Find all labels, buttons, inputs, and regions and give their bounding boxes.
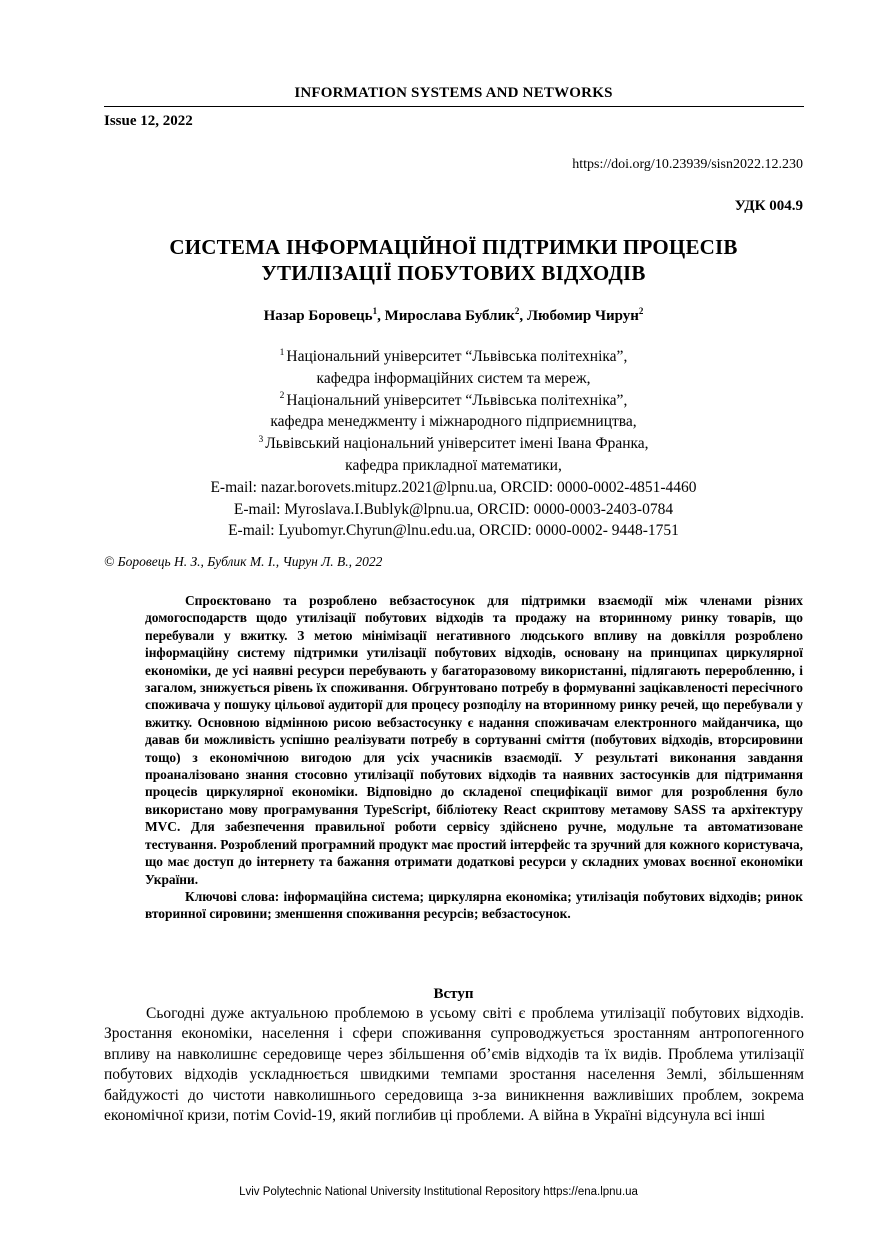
udk-code: УДК 004.9	[734, 198, 803, 214]
author-separator: ,	[519, 308, 527, 324]
affiliation-department: кафедра інформаційних систем та мереж,	[316, 369, 591, 387]
author-separator: ,	[377, 308, 385, 324]
author-name: Мирослава Бублик	[384, 308, 515, 324]
abstract-text: Спроєктовано та розроблено вебзастосунок для підтримки взаємодії між членами різних домогосподарств щодо утилізації побутових відходів та продажу на вторинному ринку товарів, що перебували у вжитку. З метою мінімізації негативного людського впливу на довкілля розроблено інформаційну систему підтримки утилізації побутових відходів, основану на принципах циркулярної економіки, де усі наявні ресурси перебувають у багаторазовому використанні, підлягають переробленню, і загалом, знижується рівень їх споживання. Обгрунтовано потребу в формуванні зацікавленості пересічного споживача у пошуку цільової аудиторії для процесу розподілу на вторинному ринку речей, що перебували у вжитку. Основною відмінною рисою вебзастосунку є надання споживачам електронного майданчика, що давав би можливість успішно реалізувати потребу в сортуванні сміття (побутових відходів, вторсировини тощо) з економічною вигодою для усіх учасників взаємодії. У результаті виконання завдання проаналізовано знання стосовно утилізації побутових відходів та наявних застосунків для підтримання процесів циркулярної економіки. Відповідно до складеної специфікації вимог для розроблення було використано мову програмування TypeScript, бібліотеку React скриптову метамову SASS та архітектуру MVC. Для забезпечення правильної роботи сервісу здійснено ручне, модульне та автоматизоване тестування. Розроблений програмний продукт має простий інтерфейс та зручний для кожного користувача, що має доступ до інтернету та бажання отримати додаткові ресурси у складних умовах воєнної економіки України.	[145, 593, 803, 887]
affiliation-2	[104, 390, 803, 412]
affiliation-1	[104, 346, 803, 368]
affiliation-3	[104, 433, 803, 455]
affiliation-mark: 1	[279, 347, 285, 358]
repository-footer: Lviv Polytechnic National University Institutional Repository https://ena.lpnu.ua	[239, 1186, 638, 1198]
title-line-1: СИСТЕМА ІНФОРМАЦІЙНОЇ ПІДТРИМКИ ПРОЦЕСІВ	[169, 235, 738, 259]
affiliation-mark: 2	[279, 391, 285, 402]
intro-paragraph: Сьогодні дуже актуальною проблемою в усьому світі є проблема утилізації побутових відходів. Зростання економіки, населення і сфери споживання супроводжується зростанням антропогенного впливу на навколишнє середовище через збільшення об’ємів відходів та їх видів. Проблема утилізації побутових відходів ускладнюється швидкими темпами зростання населення Землі, збільшенням байдужості до чистоти навколишнього середовища з-за виникнення важливіших проблем, зокрема економічної кризи, потім Covid-19, який поглибив ці проблеми. А війна в Україні відсунула всі інші	[104, 1005, 804, 1125]
affiliation-university: Львівський національний університет імені Івана Франка,	[265, 435, 649, 453]
affiliation-mark: 3	[258, 435, 264, 446]
keywords	[145, 888, 803, 923]
author-list	[104, 308, 803, 325]
section-heading-intro: Вступ	[433, 986, 474, 1002]
author-name: Любомир Чирун	[526, 308, 639, 324]
affiliation-department: кафедра менеджменту і міжнародного підприємництва,	[270, 413, 637, 431]
email-line-1[interactable]: E-mail: nazar.borovets.mitupz.2021@lpnu.ua, ORCID: 0000-0002-4851-4460	[210, 478, 697, 496]
author-mark: 2	[514, 306, 520, 316]
journal-title: INFORMATION SYSTEMS AND NETWORKS	[294, 85, 613, 101]
abstract	[145, 592, 803, 923]
author-mark: 2	[638, 306, 644, 316]
affiliation-university: Національний університет “Львівська політехніка”,	[286, 391, 628, 409]
email-line-2[interactable]: E-mail: Myroslava.I.Bublyk@lpnu.ua, ORCID: 0000-0003-2403-0784	[233, 500, 674, 518]
paper-title	[104, 234, 803, 286]
keywords-label: Ключові слова:	[185, 888, 280, 904]
affiliation-department: кафедра прикладної математики,	[345, 456, 562, 474]
email-line-3[interactable]: E-mail: Lyubomyr.Chyrun@lnu.edu.ua, ORCID: 0000-0002- 9448-1751	[228, 522, 679, 540]
issue-label: Issue 12, 2022	[104, 113, 193, 129]
author-name: Назар Боровець	[263, 308, 373, 324]
header-rule	[104, 106, 804, 107]
author-mark: 1	[372, 306, 378, 316]
affiliations	[104, 346, 803, 542]
copyright-notice: © Боровець Н. З., Бублик М. І., Чирун Л. В., 2022	[104, 554, 383, 569]
title-line-2: УТИЛІЗАЦІЇ ПОБУТОВИХ ВІДХОДІВ	[261, 261, 646, 285]
affiliation-university: Національний університет “Львівська політехніка”,	[286, 348, 628, 365]
intro-body	[104, 1004, 804, 1126]
keywords-text: інформаційна система; циркулярна економіка; утилізація побутових відходів; ринок вторинної сировини; зменшення споживання ресурсів; вебзастосунок.	[145, 888, 803, 922]
doi-link[interactable]: https://doi.org/10.23939/sisn2022.12.230	[572, 157, 803, 172]
